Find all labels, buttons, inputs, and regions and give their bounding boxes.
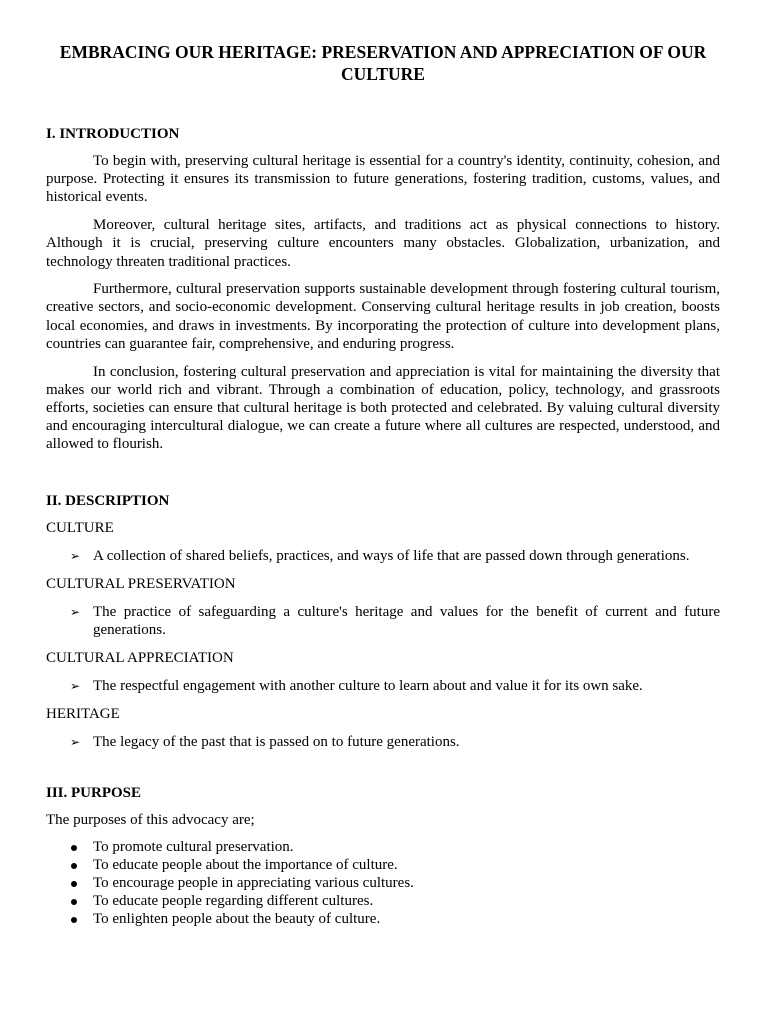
introduction-section bbox=[46, 125, 720, 454]
introduction-paragraph: To begin with, preserving cultural heritage is essential for a country's identity, continuity, cohesion, and purpose. Protecting it ensures its transmission to future generations, fostering tradition, customs, values, and historical events. bbox=[46, 153, 720, 206]
introduction-heading: I. INTRODUCTION bbox=[46, 126, 180, 142]
purpose-item-text: To educate people regarding different cultures. bbox=[93, 893, 374, 910]
purpose-item-text: To encourage people in appreciating various cultures. bbox=[93, 874, 414, 891]
bullet-dot-icon bbox=[71, 899, 77, 905]
description-section bbox=[46, 492, 720, 752]
purpose-item bbox=[46, 856, 720, 874]
purpose-item-text: To enlighten people about the beauty of culture. bbox=[93, 911, 381, 928]
arrow-bullet-icon: ➢ bbox=[70, 735, 81, 750]
arrow-bullet-icon: ➢ bbox=[70, 679, 81, 694]
definition-item bbox=[46, 547, 720, 565]
purpose-item bbox=[46, 838, 720, 856]
bullet-dot-icon bbox=[71, 917, 77, 923]
term-cultural-preservation: CULTURAL PRESERVATION bbox=[46, 575, 236, 592]
bullet-dot-icon bbox=[71, 845, 77, 851]
introduction-paragraph: Moreover, cultural heritage sites, artifacts, and traditions act as physical connections to history. Although it is crucial, preserving culture encounters many obstacles. Globalization, urbanization, and technology threaten traditional practices. bbox=[46, 217, 720, 270]
purpose-item bbox=[46, 874, 720, 892]
introduction-paragraph: Furthermore, cultural preservation supports sustainable development through fostering cultural tourism, creative sectors, and socio-economic development. Conserving cultural heritage results in job creation, boosts local economies, and draws in investments. By incorporating the protection of culture into development plans, countries can guarantee fair, comprehensive, and enduring progress. bbox=[46, 281, 720, 352]
purpose-item bbox=[46, 892, 720, 910]
purpose-item bbox=[46, 910, 720, 928]
document-title: EMBRACING OUR HERITAGE: PRESERVATION AND APPRECIATION OF OUR CULTURE bbox=[59, 42, 707, 84]
document-page bbox=[46, 41, 720, 939]
purpose-item-text: To educate people about the importance of culture. bbox=[93, 856, 398, 873]
purpose-item-text: To promote cultural preservation. bbox=[93, 838, 294, 855]
definition-list bbox=[46, 733, 720, 751]
purpose-lead-text: The purposes of this advocacy are; bbox=[46, 811, 255, 828]
purpose-heading: III. PURPOSE bbox=[46, 784, 142, 801]
definition-list bbox=[46, 603, 720, 639]
definition-list bbox=[46, 677, 720, 695]
definition-item bbox=[46, 603, 720, 639]
description-heading: II. DESCRIPTION bbox=[46, 492, 170, 509]
bullet-dot-icon bbox=[71, 863, 77, 869]
purpose-list bbox=[46, 838, 720, 929]
term-cultural-appreciation: CULTURAL APPRECIATION bbox=[46, 650, 234, 667]
definition-text: The respectful engagement with another culture to learn about and value it for its own sake. bbox=[93, 678, 643, 695]
definition-list bbox=[46, 547, 720, 565]
bullet-dot-icon bbox=[71, 881, 77, 887]
definition-item bbox=[46, 677, 720, 695]
term-culture: CULTURE bbox=[46, 519, 114, 536]
arrow-bullet-icon: ➢ bbox=[70, 604, 81, 619]
definition-text: A collection of shared beliefs, practices, and ways of life that are passed down through generations. bbox=[93, 547, 690, 564]
arrow-bullet-icon: ➢ bbox=[70, 548, 81, 563]
introduction-paragraph: In conclusion, fostering cultural preservation and appreciation is vital for maintaining the diversity that makes our world rich and vibrant. Through a combination of education, policy, technology, and grassroots efforts, societies can ensure that cultural heritage is both protected and celebrated. By valuing cultural diversity and encouraging intercultural dialogue, we can create a future where all cultures are respected, understood, and allowed to flourish. bbox=[46, 363, 720, 453]
purpose-section bbox=[46, 784, 720, 929]
definition-item bbox=[46, 733, 720, 751]
definition-text: The practice of safeguarding a culture's heritage and values for the benefit of current and future generations. bbox=[93, 603, 720, 638]
term-heritage: HERITAGE bbox=[46, 706, 120, 723]
definition-text: The legacy of the past that is passed on to future generations. bbox=[93, 734, 460, 751]
